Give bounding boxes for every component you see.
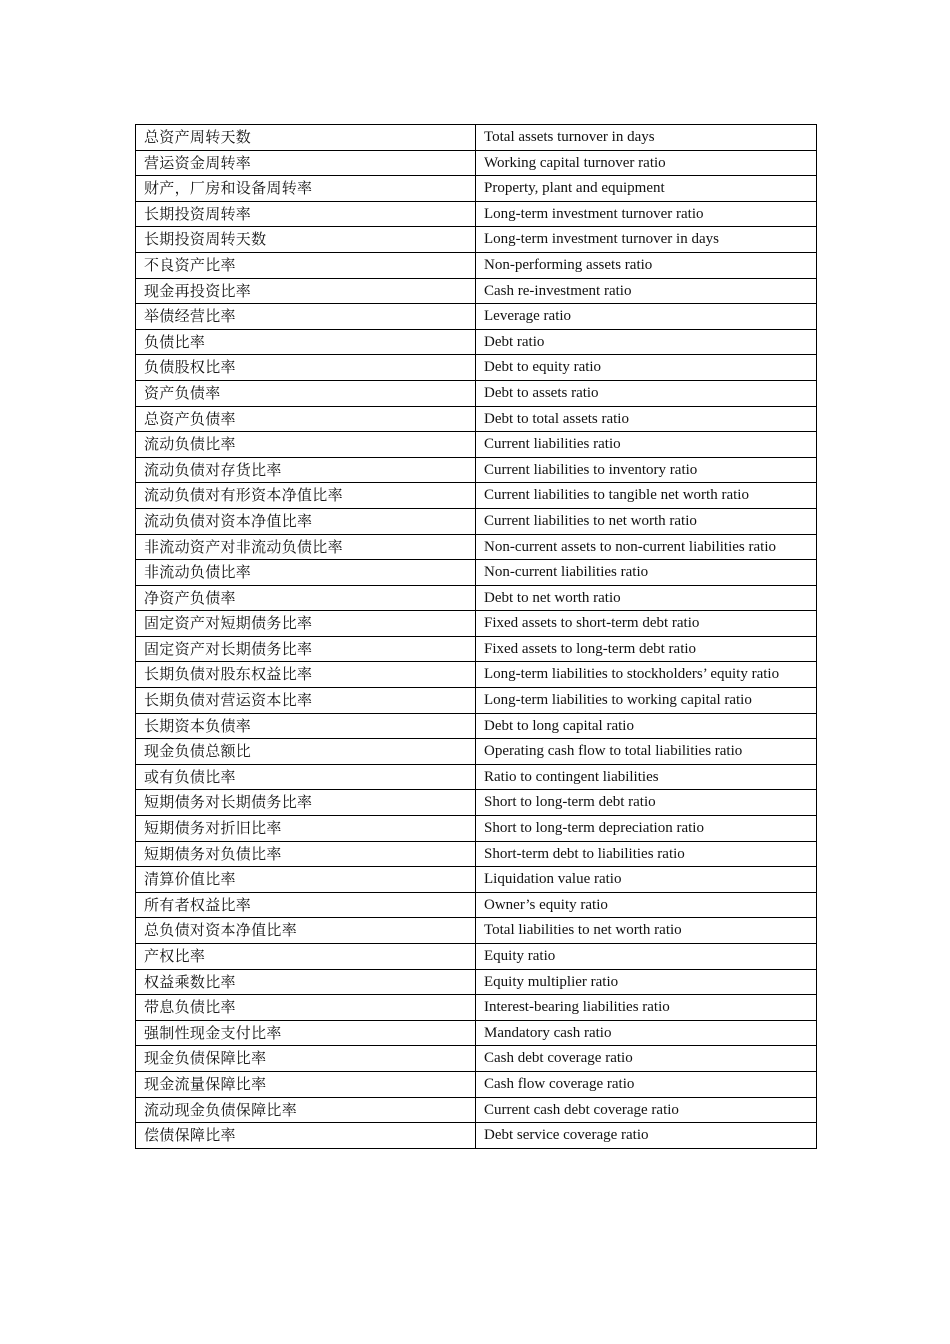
glossary-table-body — [136, 125, 817, 1149]
table-row — [136, 432, 817, 458]
chinese-term-cell: 流动负债对存货比率 — [136, 457, 476, 483]
chinese-term-cell: 总资产负债率 — [136, 406, 476, 432]
chinese-term-cell: 举债经营比率 — [136, 304, 476, 330]
chinese-term-cell: 流动现金负债保障比率 — [136, 1097, 476, 1123]
english-term-cell: Fixed assets to short-term debt ratio — [476, 611, 817, 637]
table-row — [136, 611, 817, 637]
table-row — [136, 1071, 817, 1097]
table-row — [136, 560, 817, 586]
table-row — [136, 995, 817, 1021]
table-row — [136, 1020, 817, 1046]
table-row — [136, 457, 817, 483]
chinese-term-cell: 负债比率 — [136, 329, 476, 355]
chinese-term-cell: 现金负债保障比率 — [136, 1046, 476, 1072]
chinese-term-cell: 负债股权比率 — [136, 355, 476, 381]
chinese-term-cell: 营运资金周转率 — [136, 150, 476, 176]
table-row — [136, 969, 817, 995]
chinese-term-cell: 总资产周转天数 — [136, 125, 476, 151]
table-row — [136, 355, 817, 381]
chinese-term-cell: 流动负债对资本净值比率 — [136, 508, 476, 534]
english-term-cell: Long-term investment turnover ratio — [476, 201, 817, 227]
english-term-cell: Working capital turnover ratio — [476, 150, 817, 176]
english-term-cell: Debt service coverage ratio — [476, 1123, 817, 1149]
chinese-term-cell: 非流动资产对非流动负债比率 — [136, 534, 476, 560]
english-term-cell: Current liabilities ratio — [476, 432, 817, 458]
english-term-cell: Operating cash flow to total liabilities ratio — [476, 739, 817, 765]
english-term-cell: Short-term debt to liabilities ratio — [476, 841, 817, 867]
table-row — [136, 1123, 817, 1149]
table-row — [136, 918, 817, 944]
english-term-cell: Property, plant and equipment — [476, 176, 817, 202]
table-row — [136, 764, 817, 790]
chinese-term-cell: 现金流量保障比率 — [136, 1071, 476, 1097]
chinese-term-cell: 固定资产对短期债务比率 — [136, 611, 476, 637]
chinese-term-cell: 净资产负债率 — [136, 585, 476, 611]
chinese-term-cell: 产权比率 — [136, 944, 476, 970]
table-row — [136, 508, 817, 534]
table-row — [136, 150, 817, 176]
table-row — [136, 176, 817, 202]
english-term-cell: Long-term liabilities to working capital ratio — [476, 688, 817, 714]
table-row — [136, 252, 817, 278]
english-term-cell: Leverage ratio — [476, 304, 817, 330]
english-term-cell: Debt ratio — [476, 329, 817, 355]
english-term-cell: Long-term liabilities to stockholders’ equity ratio — [476, 662, 817, 688]
english-term-cell: Owner’s equity ratio — [476, 892, 817, 918]
english-term-cell: Interest-bearing liabilities ratio — [476, 995, 817, 1021]
english-term-cell: Current liabilities to inventory ratio — [476, 457, 817, 483]
table-row — [136, 304, 817, 330]
english-term-cell: Debt to equity ratio — [476, 355, 817, 381]
english-term-cell: Non-current liabilities ratio — [476, 560, 817, 586]
table-row — [136, 841, 817, 867]
table-row — [136, 739, 817, 765]
english-term-cell: Debt to total assets ratio — [476, 406, 817, 432]
chinese-term-cell: 资产负债率 — [136, 380, 476, 406]
chinese-term-cell: 流动负债比率 — [136, 432, 476, 458]
chinese-term-cell: 非流动负债比率 — [136, 560, 476, 586]
table-row — [136, 662, 817, 688]
table-row — [136, 1097, 817, 1123]
english-term-cell: Mandatory cash ratio — [476, 1020, 817, 1046]
english-term-cell: Non-performing assets ratio — [476, 252, 817, 278]
chinese-term-cell: 短期债务对折旧比率 — [136, 816, 476, 842]
english-term-cell: Debt to net worth ratio — [476, 585, 817, 611]
chinese-term-cell: 长期投资周转率 — [136, 201, 476, 227]
chinese-term-cell: 权益乘数比率 — [136, 969, 476, 995]
chinese-term-cell: 所有者权益比率 — [136, 892, 476, 918]
english-term-cell: Debt to long capital ratio — [476, 713, 817, 739]
english-term-cell: Cash debt coverage ratio — [476, 1046, 817, 1072]
financial-ratio-glossary-table — [135, 124, 817, 1149]
chinese-term-cell: 强制性现金支付比率 — [136, 1020, 476, 1046]
table-row — [136, 816, 817, 842]
table-row — [136, 201, 817, 227]
english-term-cell: Current liabilities to net worth ratio — [476, 508, 817, 534]
table-row — [136, 867, 817, 893]
chinese-term-cell: 短期债务对负债比率 — [136, 841, 476, 867]
english-term-cell: Debt to assets ratio — [476, 380, 817, 406]
chinese-term-cell: 长期负债对营运资本比率 — [136, 688, 476, 714]
chinese-term-cell: 长期资本负债率 — [136, 713, 476, 739]
table-row — [136, 713, 817, 739]
english-term-cell: Current cash debt coverage ratio — [476, 1097, 817, 1123]
english-term-cell: Liquidation value ratio — [476, 867, 817, 893]
chinese-term-cell: 不良资产比率 — [136, 252, 476, 278]
chinese-term-cell: 财产，厂房和设备周转率 — [136, 176, 476, 202]
english-term-cell: Total assets turnover in days — [476, 125, 817, 151]
table-row — [136, 406, 817, 432]
table-row — [136, 790, 817, 816]
chinese-term-cell: 短期债务对长期债务比率 — [136, 790, 476, 816]
chinese-term-cell: 长期负债对股东权益比率 — [136, 662, 476, 688]
table-row — [136, 636, 817, 662]
chinese-term-cell: 长期投资周转天数 — [136, 227, 476, 253]
table-row — [136, 125, 817, 151]
table-row — [136, 585, 817, 611]
table-row — [136, 329, 817, 355]
english-term-cell: Long-term investment turnover in days — [476, 227, 817, 253]
table-row — [136, 227, 817, 253]
english-term-cell: Short to long-term depreciation ratio — [476, 816, 817, 842]
table-row — [136, 278, 817, 304]
chinese-term-cell: 清算价值比率 — [136, 867, 476, 893]
english-term-cell: Short to long-term debt ratio — [476, 790, 817, 816]
chinese-term-cell: 总负债对资本净值比率 — [136, 918, 476, 944]
table-row — [136, 944, 817, 970]
chinese-term-cell: 流动负债对有形资本净值比率 — [136, 483, 476, 509]
english-term-cell: Non-current assets to non-current liabilities ratio — [476, 534, 817, 560]
chinese-term-cell: 现金再投资比率 — [136, 278, 476, 304]
table-row — [136, 1046, 817, 1072]
table-row — [136, 483, 817, 509]
chinese-term-cell: 现金负债总额比 — [136, 739, 476, 765]
table-row — [136, 380, 817, 406]
english-term-cell: Fixed assets to long-term debt ratio — [476, 636, 817, 662]
english-term-cell: Equity multiplier ratio — [476, 969, 817, 995]
table-row — [136, 892, 817, 918]
table-row — [136, 534, 817, 560]
english-term-cell: Cash re-investment ratio — [476, 278, 817, 304]
english-term-cell: Ratio to contingent liabilities — [476, 764, 817, 790]
english-term-cell: Equity ratio — [476, 944, 817, 970]
chinese-term-cell: 或有负债比率 — [136, 764, 476, 790]
chinese-term-cell: 带息负债比率 — [136, 995, 476, 1021]
english-term-cell: Current liabilities to tangible net worth ratio — [476, 483, 817, 509]
english-term-cell: Total liabilities to net worth ratio — [476, 918, 817, 944]
table-row — [136, 688, 817, 714]
chinese-term-cell: 固定资产对长期债务比率 — [136, 636, 476, 662]
chinese-term-cell: 偿债保障比率 — [136, 1123, 476, 1149]
english-term-cell: Cash flow coverage ratio — [476, 1071, 817, 1097]
